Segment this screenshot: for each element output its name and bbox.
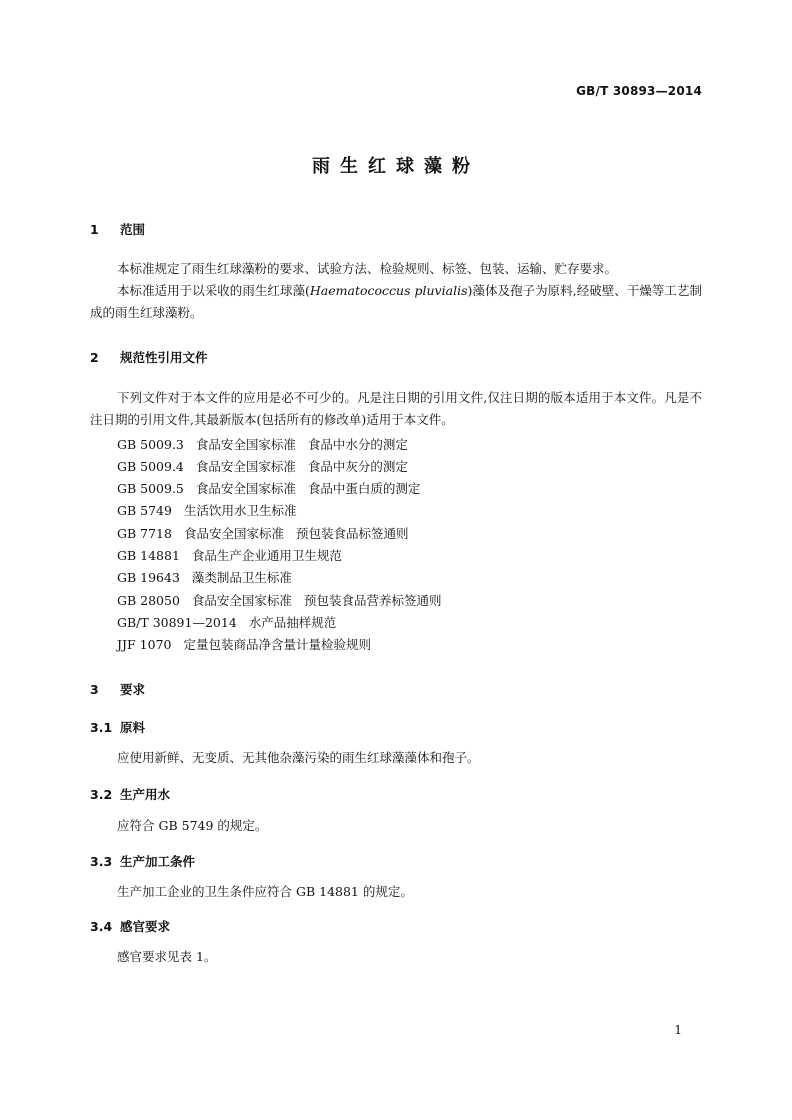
reference-subtitle: 食品中灰分的测定 bbox=[307, 459, 408, 474]
reference-title: 食品生产企业通用卫生规范 bbox=[191, 548, 342, 563]
reference-item bbox=[117, 635, 383, 653]
section-1-heading bbox=[90, 220, 145, 238]
section-title: 规范性引用文件 bbox=[120, 350, 208, 365]
standard-code: GB/T 30893—2014 bbox=[576, 84, 702, 98]
section-title: 要求 bbox=[120, 682, 146, 697]
document-title: 雨生红球藻粉 bbox=[312, 156, 480, 177]
reference-code: GB 5009.4 bbox=[117, 459, 184, 474]
section-title: 范围 bbox=[120, 222, 146, 237]
species-name: Haematococcus pluvialis bbox=[309, 283, 468, 298]
reference-code: JJF 1070 bbox=[117, 637, 172, 652]
section-title: 生产加工条件 bbox=[120, 854, 196, 869]
section-3-2-text: 应符合 GB 5749 的规定。 bbox=[117, 818, 268, 833]
section-2-heading bbox=[90, 348, 208, 366]
reference-subtitle: 食品中蛋白质的测定 bbox=[307, 481, 421, 496]
section-number: 3.3 bbox=[90, 854, 113, 869]
section-number: 3.4 bbox=[90, 919, 113, 934]
reference-code: GB 14881 bbox=[117, 548, 180, 563]
scope-paragraph-2 bbox=[90, 280, 702, 324]
reference-item bbox=[117, 457, 408, 475]
reference-title: 食品安全国家标准 bbox=[195, 481, 296, 496]
reference-code: GB 28050 bbox=[117, 593, 180, 608]
section-3-4-text: 感官要求见表 1。 bbox=[117, 949, 217, 964]
reference-code: GB 5749 bbox=[117, 503, 172, 518]
reference-item bbox=[117, 546, 354, 564]
normative-intro: 下列文件对于本文件的应用是必不可少的。凡是注日期的引用文件,仅注日期的版本适用于本文件。凡是不注日期的引用文件,其最新版本(包括所有的修改单)适用于本文件。 bbox=[90, 390, 702, 427]
section-number: 1 bbox=[90, 222, 99, 237]
section-3-3-text: 生产加工企业的卫生条件应符合 GB 14881 的规定。 bbox=[117, 884, 413, 899]
reference-item bbox=[117, 524, 409, 542]
section-number: 3.1 bbox=[90, 720, 113, 735]
reference-code: GB 19643 bbox=[117, 570, 180, 585]
reference-subtitle: 食品中水分的测定 bbox=[307, 437, 408, 452]
reference-item bbox=[117, 591, 441, 609]
reference-title: 食品安全国家标准 bbox=[191, 593, 292, 608]
section-3-2-heading bbox=[90, 785, 170, 803]
reference-code: GB 7718 bbox=[117, 526, 172, 541]
section-number: 2 bbox=[90, 350, 99, 365]
section-title: 原料 bbox=[120, 720, 146, 735]
reference-item bbox=[117, 435, 408, 453]
reference-title: 定量包装商品净含量计量检验规则 bbox=[183, 637, 371, 652]
reference-code: GB 5009.5 bbox=[117, 481, 184, 496]
reference-code: GB 5009.3 bbox=[117, 437, 184, 452]
scope-paragraph-1: 本标准规定了雨生红球藻粉的要求、试验方法、检验规则、标签、包装、运输、贮存要求。 bbox=[117, 261, 618, 276]
section-3-1-heading bbox=[90, 718, 145, 736]
reference-title: 水产品抽样规范 bbox=[248, 615, 337, 630]
section-3-4-heading bbox=[90, 917, 170, 935]
page-number: 1 bbox=[674, 1023, 682, 1037]
reference-item bbox=[117, 479, 420, 497]
reference-title: 食品安全国家标准 bbox=[195, 459, 296, 474]
section-title: 感官要求 bbox=[120, 919, 171, 934]
reference-title: 食品安全国家标准 bbox=[183, 526, 284, 541]
section-number: 3.2 bbox=[90, 787, 113, 802]
reference-subtitle: 预包装食品营养标签通则 bbox=[303, 593, 442, 608]
reference-title: 藻类制品卫生标准 bbox=[191, 570, 292, 585]
reference-subtitle: 预包装食品标签通则 bbox=[295, 526, 409, 541]
section-title: 生产用水 bbox=[120, 787, 171, 802]
reference-item bbox=[117, 568, 304, 586]
reference-code: GB/T 30891—2014 bbox=[117, 615, 237, 630]
reference-item bbox=[117, 501, 308, 519]
section-3-3-heading bbox=[90, 852, 195, 870]
section-3-heading bbox=[90, 680, 145, 698]
reference-item bbox=[117, 613, 348, 631]
reference-title: 食品安全国家标准 bbox=[195, 437, 296, 452]
scope-text-b: )藻体及孢子为原料,经破壁、干燥等工艺制成的雨生红球藻粉。 bbox=[90, 283, 703, 320]
section-number: 3 bbox=[90, 682, 99, 697]
section-3-1-text: 应使用新鲜、无变质、无其他杂藻污染的雨生红球藻藻体和孢子。 bbox=[117, 750, 480, 765]
scope-text-a: 本标准适用于以采收的雨生红球藻( bbox=[117, 283, 310, 298]
reference-title: 生活饮用水卫生标准 bbox=[183, 503, 297, 518]
